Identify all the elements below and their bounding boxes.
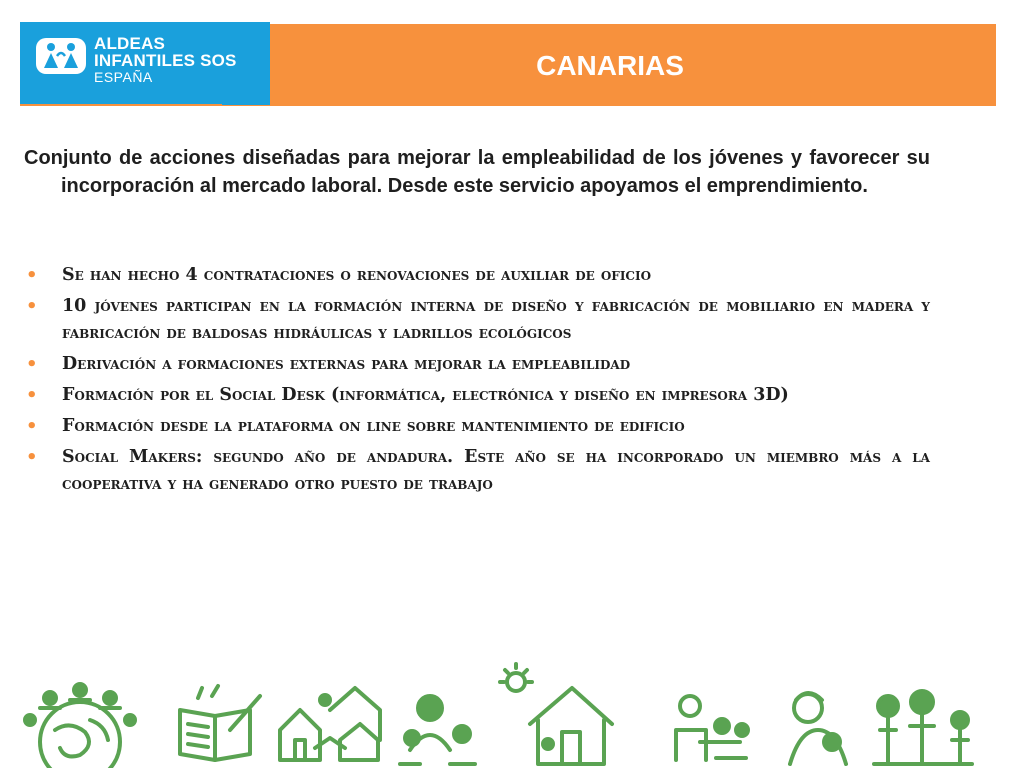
globe-children-icon xyxy=(25,684,135,768)
logo[interactable] xyxy=(20,22,270,104)
logo-line-1: ALDEAS xyxy=(94,34,166,53)
family-group-icon xyxy=(874,691,972,764)
logo-underline xyxy=(222,100,270,105)
logo-text xyxy=(94,35,237,86)
bullet-item xyxy=(24,262,930,289)
bullet-text: Social Makers: segundo año de andadura. Este año se ha incorporado un miembro más a la cooperativa y ha generado otro puesto de trabajo xyxy=(62,447,930,494)
bullet-item xyxy=(24,413,930,440)
bullet-icon: • xyxy=(26,416,38,437)
logo-line-2: INFANTILES SOS xyxy=(94,51,237,70)
sun-house-icon xyxy=(500,664,612,764)
notebook-pencil-icon xyxy=(180,686,260,760)
bullet-text: Formación desde la plataforma on line sobre mantenimiento de edificio xyxy=(62,416,685,436)
bullet-text: Derivación a formaciones externas para mejorar la empleabilidad xyxy=(62,354,631,374)
bullet-icon: • xyxy=(26,385,38,406)
footer-illustrations xyxy=(0,660,1024,768)
logo-line-3: ESPAÑA xyxy=(94,69,153,85)
bullet-icon: • xyxy=(26,447,38,468)
bullet-item xyxy=(24,382,930,409)
family-icon xyxy=(400,696,475,764)
bullet-icon: • xyxy=(26,354,38,375)
bullet-text: Formación por el Social Desk (informática, electrónica y diseño en impresora 3D) xyxy=(62,385,789,405)
sos-children-icon xyxy=(36,38,86,74)
intro-paragraph: Conjunto de acciones diseñadas para mejorar la empleabilidad de los jóvenes y favorecer su incorporación al mercado laboral. Desde este servicio apoyamos el emprendimiento. xyxy=(24,147,930,197)
bullet-icon: • xyxy=(26,296,38,317)
bullet-icon: • xyxy=(26,265,38,286)
bullet-text: Se han hecho 4 contrataciones o renovaciones de auxiliar de oficio xyxy=(62,265,652,285)
children-table-icon xyxy=(676,696,748,760)
bullet-text: 10 jóvenes participan en la formación interna de diseño y fabricación de mobiliario en madera y fabricación de baldosas hidráulicas y ladrillos ecológicos xyxy=(62,296,930,343)
bullet-item xyxy=(24,351,930,378)
bullet-list xyxy=(24,262,930,502)
page-title: CANARIAS xyxy=(536,50,684,81)
bullet-item xyxy=(24,444,930,498)
bullet-item xyxy=(24,293,930,347)
village-houses-icon xyxy=(280,688,380,760)
mother-child-icon xyxy=(790,693,846,764)
